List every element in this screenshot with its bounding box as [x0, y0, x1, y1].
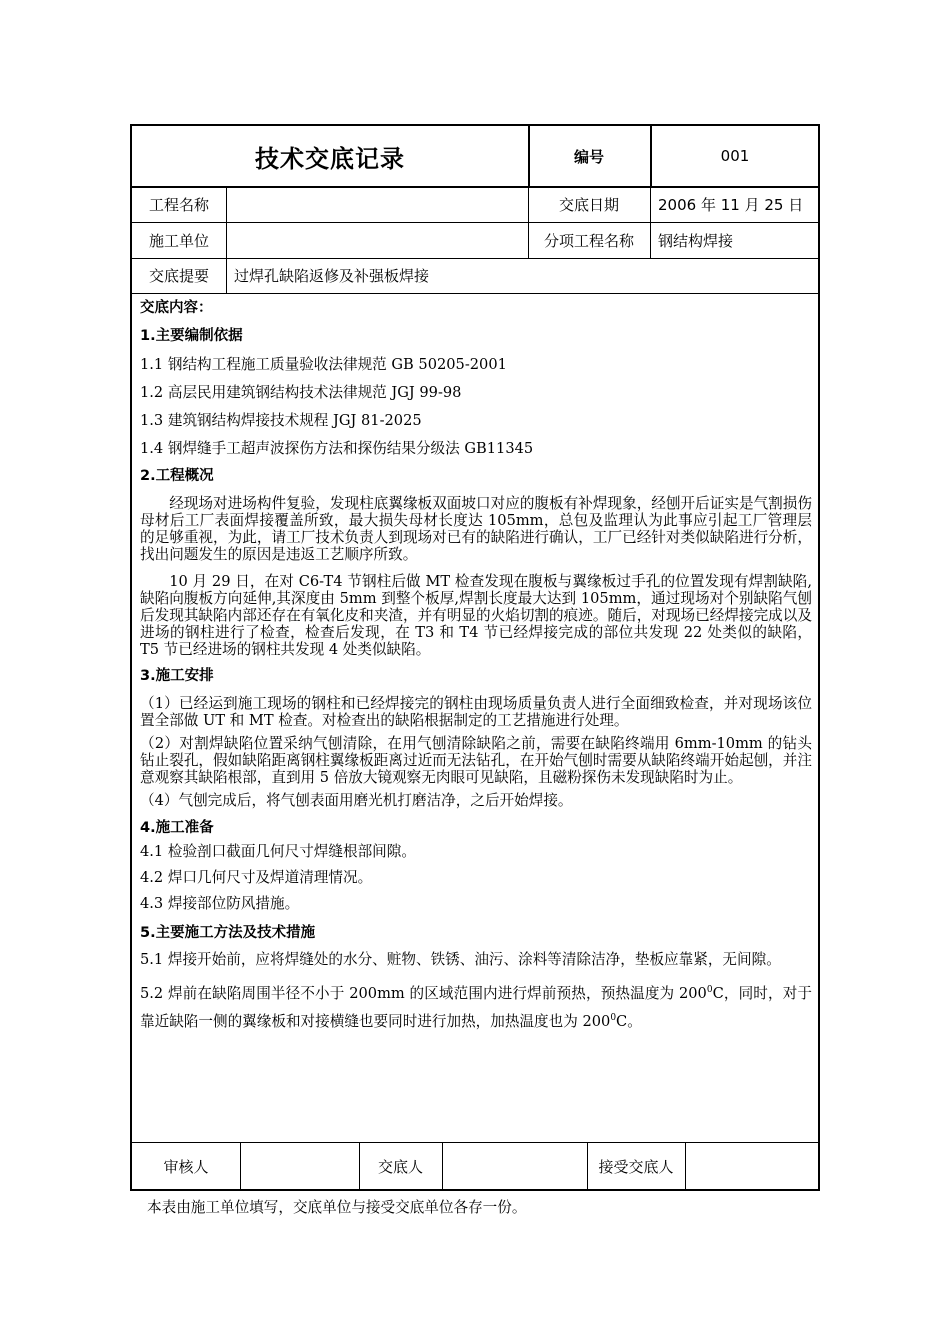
reviewer-label: 审核人 — [163, 1158, 209, 1176]
content-heading: 交底内容： — [140, 300, 213, 316]
section-1-title: 1.主要编制依据 — [140, 328, 243, 344]
footnote: 本表由施工单位填写，交底单位与接受交底单位各存一份。 — [147, 1199, 527, 1216]
overview-paragraph: 10 月 29 日，在对 C6-T4 节钢柱后做 MT 检查发现在腹板与翼缘板过手孔的位置发现有焊割缺陷,缺陷向腹板方向延伸,其深度由 5mm 到整个板厚,焊割长度最大达到 105mm，通过现场对个别缺陷气刨后发现其缺陷内部还存在有氧化皮和夹渣，并有明显的火焰切割的痕迹。随后，对现场已经焊接完成以及进场的钢柱进行了检查，检查后发现，在 T3 和 T4 节已经焊接完成的部位共发现 22 处类似的缺陷，T5 节已经进场的钢柱共发现 4 处类似缺陷。 — [140, 573, 812, 658]
arrangement-paragraph: （1）已经运到施工现场的钢柱和已经焊接完的钢柱由现场质量负责人进行全面细致检查，并对现场该位置全部做 UT 和 MT 检查。对检查出的缺陷根据制定的工艺措施进行处理。 — [140, 695, 812, 729]
unit-value — [226, 222, 528, 258]
overview-paragraph: 经现场对进场构件复验，发现柱底翼缘板双面坡口对应的腹板有补焊现象，经刨开后证实是气割损伤母材后工厂表面焊接覆盖所致，最大损失母材长度达 105mm，总包及监理认为此事应引起工厂管理层的足够重视，为此，请工厂技术负责人到现场对已有的缺陷进行确认，工厂已经针对类似缺陷进行分析，找出问题发生的原因是违返工艺顺序所致。 — [140, 495, 812, 563]
basis-item: 1.4 钢焊缝手工超声波探伤方法和探伤结果分级法 GB11345 — [140, 440, 534, 457]
project-name-label: 工程名称 — [148, 195, 209, 214]
disclosure-form — [130, 124, 820, 1191]
receiver-value — [685, 1142, 820, 1191]
basis-item: 1.1 钢结构工程施工质量验收法律规范 GB 50205-2001 — [140, 356, 507, 373]
divider — [132, 293, 818, 294]
number-value: 001 — [720, 147, 750, 165]
date-value: 2006 年 11 月 25 日 — [658, 195, 804, 214]
summary-value: 过焊孔缺陷返修及补强板焊接 — [234, 267, 430, 285]
preparation-item: 4.3 焊接部位防风措施。 — [140, 895, 300, 912]
subproject-value: 钢结构焊接 — [658, 231, 734, 250]
date-label: 交底日期 — [558, 195, 619, 214]
summary-label: 交底提要 — [148, 267, 209, 285]
section-4-title: 4.施工准备 — [140, 820, 214, 836]
arrangement-paragraph: （2）对割焊缺陷位置采纳气刨清除，在用气刨清除缺陷之前，需要在缺陷终端用 6mm-10mm 的钻头钻止裂孔，假如缺陷距离钢柱翼缘板距离过近而无法钻孔，在开始气刨时需要从缺陷终端开始起刨，并注意观察其缺陷根部，直到用 5 倍放大镜观察无肉眼可见缺陷，且磁粉探伤未发现缺陷时为止。 — [140, 735, 812, 786]
receiver-label: 接受交底人 — [598, 1158, 674, 1176]
preparation-item: 4.2 焊口几何尺寸及焊道清理情况。 — [140, 869, 373, 886]
basis-item: 1.3 建筑钢结构焊接技术规程 JGJ 81-2025 — [140, 412, 422, 429]
preparation-item: 4.1 检验剖口截面几何尺寸焊缝根部间隙。 — [140, 843, 416, 860]
reviewer-value — [240, 1142, 359, 1191]
arrangement-paragraph: （4）气刨完成后，将气刨表面用磨光机打磨洁净，之后开始焊接。 — [140, 792, 573, 809]
section-2-title: 2.工程概况 — [140, 468, 214, 484]
section-3-title: 3.施工安排 — [140, 668, 214, 684]
section-5-title: 5.主要施工方法及技术措施 — [140, 925, 316, 941]
method-paragraph: 5.2 焊前在缺陷周围半径不小于 200mm 的区域范围内进行焊前预热，预热温度为 $200^0C$，同时，对于靠近缺陷一侧的翼缘板和对接横缝也要同时进行加热，加热温度也为 $200^0C$。 — [140, 984, 813, 1030]
number-label: 编号 — [573, 147, 604, 166]
method-paragraph: 5.1 焊接开始前，应将焊缝处的水分、赃物、铁锈、油污、涂料等清除洁净，垫板应靠紧，无间隙。 — [140, 951, 781, 968]
unit-label: 施工单位 — [148, 231, 209, 250]
project-name-value — [226, 186, 528, 222]
discloser-value — [442, 1142, 587, 1191]
basis-item: 1.2 高层民用建筑钢结构技术法律规范 JGJ 99-98 — [140, 384, 462, 401]
discloser-label: 交底人 — [377, 1158, 423, 1176]
subproject-label: 分项工程名称 — [543, 231, 634, 250]
form-title: 技术交底记录 — [255, 144, 405, 173]
disclosure-content — [140, 298, 812, 1034]
